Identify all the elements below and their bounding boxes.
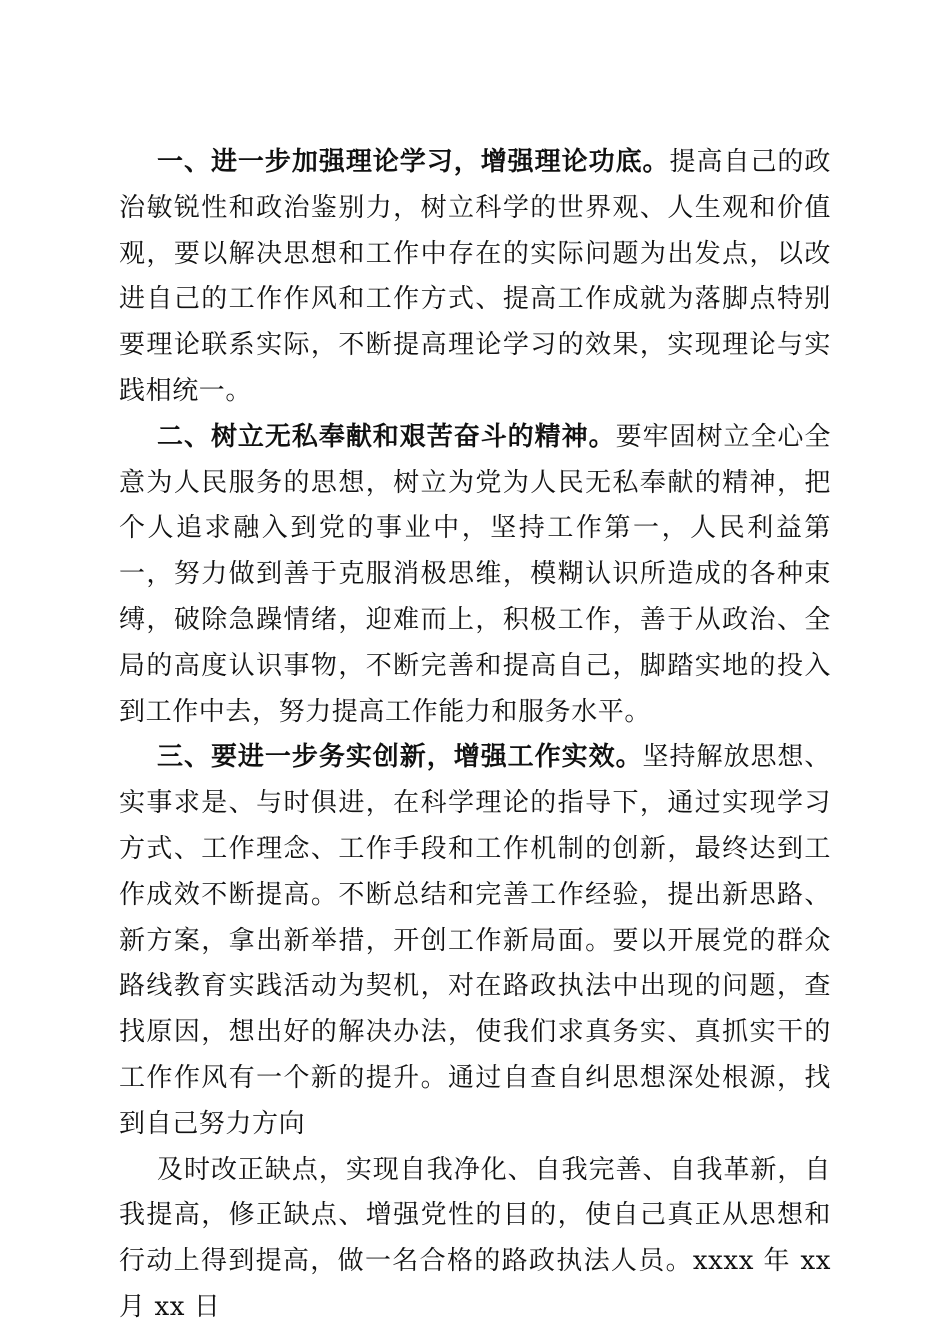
paragraph-text: 坚持解放思想、实事求是、与时俱进，在科学理论的指导下，通过实现学习方式、工作理念、工作手段和工作机制的创新，最终达到工作成效不断提高。不断总结和完善工作经验，提出新思路、新方案，拿出新举措，开创工作新局面。要以开展党的群众路线教育实践活动为契机，对在路政执法中出现的问题，查找原因，想出好的解决办法，使我们求真务实、真抓实干的工作作风有一个新的提升。通过自查自纠思想深处根源，找到自己努力方向: [119, 742, 831, 1139]
paragraph-text: 要牢固树立全心全意为人民服务的思想，树立为党为人民无私奉献的精神，把个人追求融入到党的事业中，坚持工作第一，人民利益第一，努力做到善于克服消极思维，模糊认识所造成的各种束缚，破除急躁情绪，迎难而上，积极工作，善于从政治、全局的高度认识事物，不断完善和提高自己，脚踏实地的投入到工作中去，努力提高工作能力和服务水平。: [119, 421, 831, 727]
paragraph-conclusion: [119, 1148, 831, 1331]
paragraph-dedication: [119, 415, 831, 736]
paragraph-text: 及时改正缺点，实现自我净化、自我完善、自我革新，自我提高，修正缺点、增强党性的目的，使自己真正从思想和行动上得到提高，做一名合格的路政执法人员。xxxx 年 xx 月 xx 日: [119, 1154, 831, 1322]
paragraph-heading: 一、进一步加强理论学习，增强理论功底。: [157, 147, 670, 177]
paragraph-theory-study: [119, 140, 831, 415]
paragraph-heading: 二、树立无私奉献和艰苦奋斗的精神。: [157, 421, 616, 452]
paragraph-text: 提高自己的政治敏锐性和政治鉴别力，树立科学的世界观、人生观和价值观，要以解决思想和工作中存在的实际问题为出发点，以改进自己的工作作风和工作方式、提高工作成就为落脚点特别要理论联系实际，不断提高理论学习的效果，实现理论与实践相统一。: [119, 147, 831, 406]
document-body: [119, 140, 831, 1331]
paragraph-heading: 三、要进一步务实创新，增强工作实效。: [157, 742, 643, 773]
paragraph-innovation: [119, 735, 831, 1147]
